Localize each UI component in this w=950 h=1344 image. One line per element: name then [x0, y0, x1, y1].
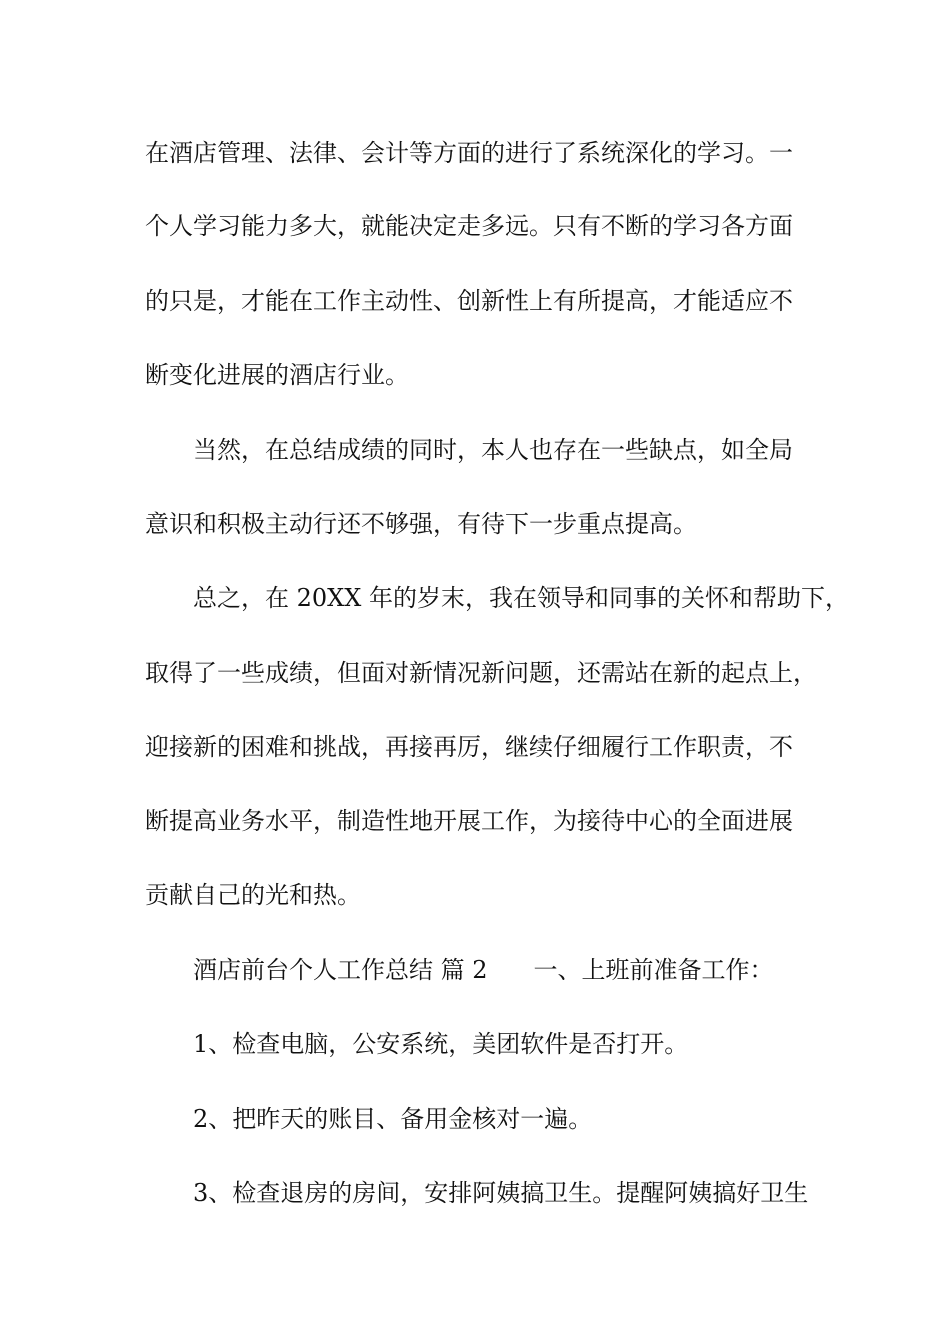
paragraph-line: 的只是，才能在工作主动性、创新性上有所提高，才能适应不	[145, 287, 793, 315]
paragraph-line: 取得了一些成绩，但面对新情况新问题，还需站在新的起点上，	[145, 659, 817, 687]
list-item: 1、检查电脑，公安系统，美团软件是否打开。	[193, 1030, 689, 1058]
section-title: 酒店前台个人工作总结 篇 2	[193, 956, 488, 984]
section-subhead: 一、上班前准备工作：	[533, 956, 774, 984]
list-item: 2、把昨天的账目、备用金核对一遍。	[193, 1105, 593, 1133]
section-heading-line	[193, 955, 774, 985]
list-item: 3、检查退房的房间，安排阿姨搞卫生。提醒阿姨搞好卫生	[193, 1179, 809, 1207]
paragraph-line: 贡献自己的光和热。	[145, 881, 361, 909]
paragraph-line: 总之，在 20XX 年的岁末，我在领导和同事的关怀和帮助下，	[193, 584, 849, 612]
paragraph-line: 个人学习能力多大，就能决定走多远。只有不断的学习各方面	[145, 212, 793, 240]
paragraph-line: 当然，在总结成绩的同时，本人也存在一些缺点，如全局	[193, 436, 793, 464]
paragraph-line: 迎接新的困难和挑战，再接再厉，继续仔细履行工作职责，不	[145, 733, 793, 761]
paragraph-line: 在酒店管理、法律、会计等方面的进行了系统深化的学习。一	[145, 139, 793, 167]
paragraph-line: 断变化进展的酒店行业。	[145, 361, 409, 389]
paragraph-line: 意识和积极主动行还不够强，有待下一步重点提高。	[145, 510, 697, 538]
paragraph-line: 断提高业务水平，制造性地开展工作，为接待中心的全面进展	[145, 807, 793, 835]
